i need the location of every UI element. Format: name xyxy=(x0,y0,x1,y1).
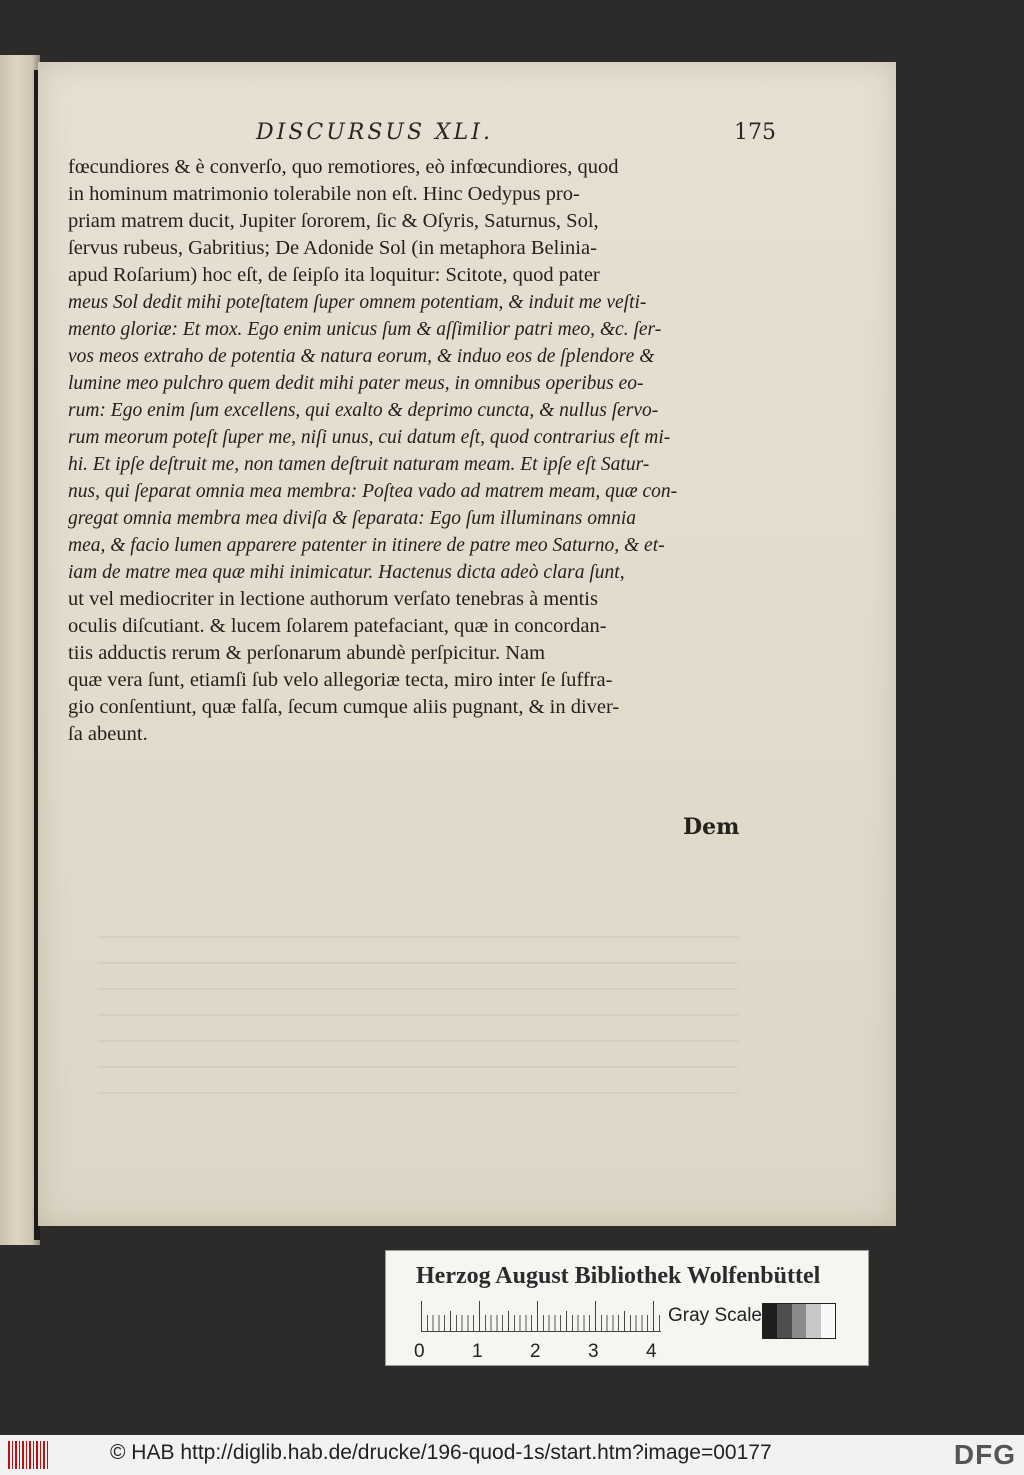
grayscale-swatches xyxy=(762,1303,836,1339)
ruler-label: 3 xyxy=(588,1341,599,1362)
color-reference-bar xyxy=(385,1250,869,1366)
institution-name: Herzog August Bibliothek Wolfenbüttel xyxy=(416,1263,821,1289)
grayscale-swatch xyxy=(763,1304,777,1338)
text-line: lumine meo pulchro quem dedit mihi pater meus, in omnibus operibus eo- xyxy=(68,373,644,394)
grayscale-label: Gray Scale xyxy=(668,1305,762,1326)
text-line: rum meorum poteſt ſuper me, niſi unus, cui datum eſt, quod contrarius eſt mi- xyxy=(68,427,671,448)
ruler-label: 4 xyxy=(646,1341,657,1362)
text-line: fœcundiores & è converſo, quo remotiores, eò infœcundiores, quod xyxy=(68,156,619,178)
text-line: mento gloriæ: Et mox. Ego enim unicus ſum & aſſimilior patri meo, &c. ſer- xyxy=(68,319,662,340)
text-line: hi. Et ipſe deſtruit me, non tamen deſtruit naturam meam. Et ipſe eſt Satur- xyxy=(68,454,650,475)
text-line: meus Sol dedit mihi poteſtatem ſuper omnem potentiam, & induit me veſti- xyxy=(68,292,647,313)
ruler-major-ticks xyxy=(421,1301,661,1332)
barcode-icon xyxy=(8,1441,48,1469)
book-page xyxy=(38,62,896,1226)
ruler-label: 1 xyxy=(472,1341,483,1362)
footer-bar xyxy=(0,1435,1024,1475)
grayscale-swatch xyxy=(777,1304,791,1338)
text-line: gio conſentiunt, quæ falſa, ſecum cumque aliis pugnant, & in diver- xyxy=(68,696,620,718)
ruler-label: 0 xyxy=(414,1341,425,1362)
running-title: DISCURSUS XLI. xyxy=(256,120,493,145)
grayscale-swatch xyxy=(806,1304,820,1338)
text-line: quæ vera ſunt, etiamſi ſub velo allegoriæ tecta, miro inter ſe ſuffra- xyxy=(68,669,613,691)
grayscale-swatch xyxy=(821,1304,835,1338)
text-line: mea, & facio lumen apparere patenter in itinere de patre meo Saturno, & et- xyxy=(68,535,665,556)
text-line: in hominum matrimonio tolerabile non eſt. Hinc Oedypus pro- xyxy=(68,183,580,205)
grayscale-swatch xyxy=(792,1304,806,1338)
text-line: gregat omnia membra mea diviſa & ſeparata: Ego ſum illuminans omnia xyxy=(68,508,636,529)
text-line: vos meos extraho de potentia & natura eorum, & induo eos de ſplendore & xyxy=(68,346,655,367)
text-line: ſa abeunt. xyxy=(68,723,148,745)
body-text xyxy=(68,154,748,748)
show-through-text xyxy=(98,922,738,1102)
scale-ruler xyxy=(421,1301,661,1337)
text-line: ſervus rubeus, Gabritius; De Adonide Sol (in metaphora Belinia- xyxy=(68,237,597,259)
running-head xyxy=(256,120,776,150)
text-line: rum: Ego enim ſum excellens, qui exalto & deprimo cuncta, & nullus ſervo- xyxy=(68,400,659,421)
dfg-logo: DFG xyxy=(953,1439,1016,1470)
text-line: apud Roſarium) hoc eſt, de ſeipſo ita loquitur: Scitote, quod pater xyxy=(68,264,600,286)
text-line: ut vel mediocriter in lectione authorum verſato tenebras à mentis xyxy=(68,588,598,610)
ruler-label: 2 xyxy=(530,1341,541,1362)
text-line: tiis adductis rerum & perſonarum abundè perſpicitur. Nam xyxy=(68,642,546,664)
text-line: nus, qui ſeparat omnia mea membra: Poſtea vado ad matrem meam, quæ con- xyxy=(68,481,678,502)
copyright-link[interactable]: © HAB http://diglib.hab.de/drucke/196-quod-1s/start.htm?image=00177 xyxy=(110,1441,772,1464)
ruler-labels xyxy=(414,1341,674,1363)
text-line: priam matrem ducit, Jupiter ſororem, ſic & Oſyris, Saturnus, Sol, xyxy=(68,210,599,232)
text-line: iam de matre mea quæ mihi inimicatur. Hactenus dicta adeò clara ſunt, xyxy=(68,562,625,583)
text-line: oculis diſcutiant. & lucem ſolarem patefaciant, quæ in concordan- xyxy=(68,615,607,637)
page-number: 175 xyxy=(734,120,776,145)
catchword: Dem xyxy=(683,814,740,840)
